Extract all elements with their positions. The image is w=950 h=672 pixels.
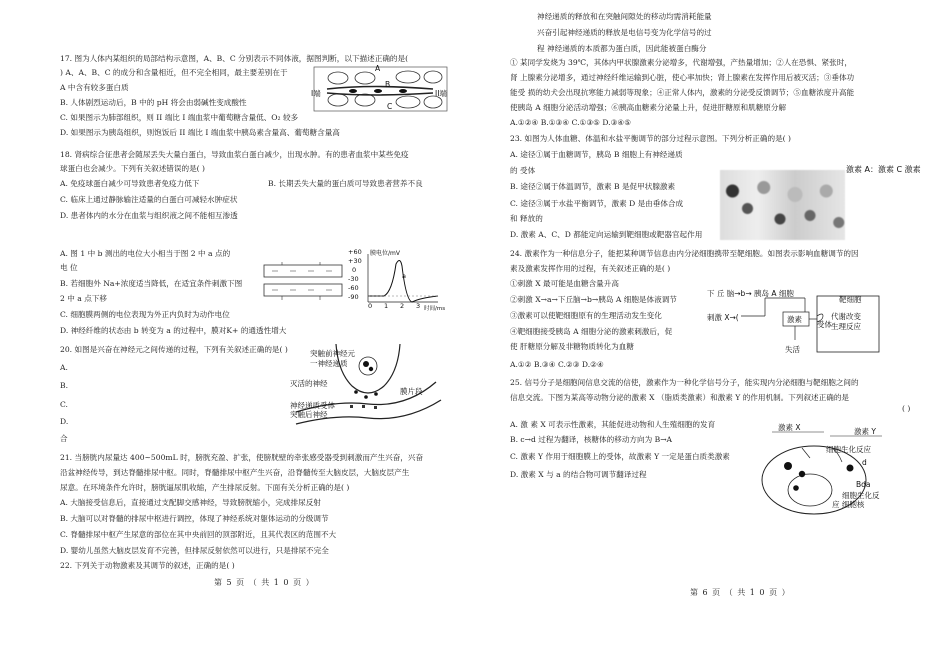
q19-option-b-2: 2 中 a 点下移 xyxy=(60,294,107,303)
top-line-4: ① 某同学发烧为 39℃，其体内甲状腺激素分泌增多，代谢增强，产热量增加；②人在恐惧、紧张时， xyxy=(510,58,852,67)
q21-option-d: D. 婴幼儿虽然大脑皮层发育不完善，但排尿反射依然可以进行，只是排尿不完全 xyxy=(60,546,329,555)
q23-option-c-2: 和 释放的 xyxy=(510,214,543,223)
q18-option-a: A. 免疫球蛋白减少可导致患者免疫力低下 xyxy=(60,179,200,188)
left-page-footer: 第 5 页 （ 共 1 0 页 ） xyxy=(214,578,315,587)
q23-option-c-1: C. 途径③属于水盐平衡调节，激素 D 是由垂体合成 xyxy=(510,199,684,208)
q19-tick-y-2: +30 xyxy=(348,257,362,265)
q20-label-postsynaptic: 突触后神经 xyxy=(290,410,328,419)
q17-stem-3: A 中含有较多蛋白质 xyxy=(60,83,129,92)
q20-option-b: B. xyxy=(60,381,68,390)
q19-option-a-1: A. 图 1 中 b 测出的电位大小相当于图 2 中 a 点的 xyxy=(60,249,231,258)
q24-label-receptor: 受体 xyxy=(817,320,832,329)
q21-option-a: A. 大脑接受信息后，直接通过支配脚交感神经，导致膀胱缩小，完成排尿反射 xyxy=(60,498,321,507)
q25-label-bda: Bda xyxy=(856,480,871,489)
q18-option-d: D. 患者体内的水分在血浆与组织液之间不能相互渗透 xyxy=(60,211,238,220)
q25-label-d: d xyxy=(862,458,867,467)
q19-option-c: C. 细胞膜两侧的电位表现为外正内负时为动作电位 xyxy=(60,310,230,319)
q18-option-c: C. 临床上通过静脉输注适量的白蛋白可减轻水肿症状 xyxy=(60,195,238,204)
q21-stem-1: 21. 当膀胱内尿量达 400~500mL 时，膀胱充盈、扩张，使膀胱壁的牵张感受器受到刺激而产生兴奋，兴奋 xyxy=(60,453,424,462)
top-options: A.①②④ B.①③④ C.①③⑤ D.③④⑤ xyxy=(510,118,632,127)
q19-tick-y-4: -30 xyxy=(348,275,359,283)
q19-tick-x-3: 2 xyxy=(400,302,405,310)
q17-label-end-2: II端 xyxy=(435,89,447,98)
q17-label-a: A xyxy=(375,64,381,73)
right-page-footer: 第 6 页 （ 共 1 0 页 ） xyxy=(690,588,791,597)
q25-hormone-figure xyxy=(752,418,892,518)
q19-tick-x-1: 0 xyxy=(368,302,373,310)
q19-tick-y-5: -60 xyxy=(348,284,359,292)
q20-option-d: D. xyxy=(60,417,69,426)
top-line-5: 肾 上腺素分泌增多，通过神经纤维运输到心脏，使心率加快；肾上腺素在发挥作用后被灭活；③垂体功 xyxy=(510,73,855,82)
q18-option-b: B. 长期丢失大量的蛋白质可导致患者营养不良 xyxy=(268,179,423,188)
q25-option-c: C. 激素 Y 作用于细胞膜上的受体，故激素 Y 一定是蛋白质类激素 xyxy=(510,452,730,461)
q17-stem-2: ) A、A、B、C 的成分和含量相近，但不完全相同，最主要差别在于 xyxy=(60,68,288,77)
q24-label-metabolism: 代谢改变 xyxy=(831,312,861,321)
q19-potential-chart xyxy=(340,248,446,312)
q24-statement-1: ①刺激 X 最可能是血糖含量升高 xyxy=(510,279,619,288)
top-line-3: 程 神经递质的本质都为蛋白质，因此能被蛋白酶分 xyxy=(537,44,707,53)
q19-nerve-figure-1 xyxy=(262,262,344,300)
q20-option-a: A. xyxy=(60,363,68,372)
q24-label-hormone: 激素 xyxy=(787,315,802,324)
top-line-2: 兴奋引起神经递质的释放是电信号变为化学信号的过 xyxy=(537,28,712,37)
q25-answer-paren: ( ) xyxy=(902,404,911,413)
q25-option-d: D. 激素 X 与 a 的结合物可调节翻译过程 xyxy=(510,470,647,479)
top-line-6: 能受 损的幼犬会出现抗寒能力减弱等现象；④正常人体内，激素的分泌受反馈调节；⑤血糖浓度升高能 xyxy=(510,88,855,97)
q17-option-c: C. 如果图示为肺部组织，则 II 端比 I 端血浆中葡萄糖含量低、O₂ 较多 xyxy=(60,113,299,122)
q19-option-b-1: B. 若细胞外 Na+浓度适当降低，在适宜条件刺激下图 xyxy=(60,279,243,288)
q21-option-c: C. 脊髓排尿中枢产生尿意的部位在其中央前回的顶部附近，且其代表区的范围不大 xyxy=(60,530,337,539)
q25-stem-2: 信息交流。下图为某高等动物分泌的激素 X （脂质类激素）和激素 Y 的作用机制。下列叙述正确的是 xyxy=(510,393,850,402)
q23-stem: 23. 如图为人体血糖、体温和水盐平衡调节的部分过程示意图。下列分析正确的是( ) xyxy=(510,134,792,143)
q24-regulation-figure xyxy=(705,286,885,358)
q23-option-a-2: 的 受体 xyxy=(510,166,536,175)
q20-stem: 20. 如图是兴奋在神经元之间传递的过程，下列有关叙述正确的是( ) xyxy=(60,345,288,354)
q25-label-hormone-x: 激素 X xyxy=(778,423,801,432)
q25-label-reaction: 细胞生化反应 xyxy=(826,445,871,454)
q19-point-a: a xyxy=(402,272,406,280)
q25-label-reaction-2: 细胞生化反 xyxy=(842,491,880,500)
q25-option-b: B. c→d 过程为翻译，核糖体的移动方向为 B→A xyxy=(510,435,673,444)
q17-tissue-figure xyxy=(313,66,448,112)
top-line-7: 使胰岛 A 细胞分泌活动增强；⑥胰高血糖素分泌量上升，促进肝糖原和肌糖原分解 xyxy=(510,103,787,112)
q23-option-d: D. 激素 A、C、D 都能定向运输到靶细胞或靶器官起作用 xyxy=(510,230,703,239)
q17-label-b: B xyxy=(385,80,391,89)
q18-stem-1: 18. 肾病综合征患者会随尿丢失大量白蛋白，导致血浆白蛋白减少，出现水肿。有的患者血浆中某些免疫 xyxy=(60,150,409,159)
q19-tick-y-1: +60 xyxy=(348,248,362,256)
q21-option-b: B. 大脑可以对脊髓的排尿中枢进行调控，体现了神经系统对躯体运动的分级调节 xyxy=(60,514,329,523)
q21-stem-3: 尿意。在环境条件允许时，膀胱逼尿肌收缩，产生排尿反射。下面有关分析正确的是( ) xyxy=(60,483,350,492)
q24-label-target-cell: 靶细胞 xyxy=(839,295,862,304)
q20-option-c: C. xyxy=(60,400,68,409)
q23-blurred-figure xyxy=(720,170,845,240)
q24-label-stimulus: 刺激 X→( xyxy=(707,313,739,322)
q23-option-a-1: A. 途径①属于血糖调节，胰岛 B 细胞上有神经递质 xyxy=(510,150,683,159)
q17-label-end-1: I端 xyxy=(311,89,321,98)
q20-label-inactivated: 灭活的神经 xyxy=(290,379,328,388)
q25-option-a: A. 激 素 X 可表示性激素，其能促进动物和人生殖细胞的发育 xyxy=(510,420,716,429)
q22-stem: 22. 下列关于动物激素及其调节的叙述，正确的是( ) xyxy=(60,561,235,570)
q21-stem-2: 沿盆神经传导，到达脊髓排尿中枢。同时，脊髓排尿中枢产生兴奋，沿脊髓传至大脑皮层，大脑皮层产生 xyxy=(60,468,410,477)
q20-tail: 合 xyxy=(60,434,68,443)
q17-stem-1: 17. 图为人体内某组织的局部结构示意图，A、B、C 分别表示不同体液，据图判断，以下描述正确的是( xyxy=(60,54,409,63)
q17-option-b: B. 人体剧烈运动后，B 中的 pH 将会由弱碱性变成酸性 xyxy=(60,98,247,107)
q24-label-hypothalamus: 下 丘 脑→b→ 胰岛 A 细胞 xyxy=(707,289,794,298)
q23-figure-label: 激素 A：激素 C 激素 xyxy=(846,165,921,174)
top-line-1: 神经递质的释放和在突触间隙处的移动均需消耗能量 xyxy=(537,12,712,21)
q19-tick-y-6: -90 xyxy=(348,293,359,301)
q25-label-hormone-y: 激素 Y xyxy=(854,427,876,436)
q24-statement-4-2: 使 肝糖原分解及非糖物质转化为血糖 xyxy=(510,342,634,351)
q24-statement-2: ②刺激 X→a→下丘脑→b→胰岛 A 细胞是体液调节 xyxy=(510,295,677,304)
q20-label-receptor: 神经递质受体 xyxy=(290,401,335,410)
q19-tick-y-3: 0 xyxy=(352,266,357,274)
q18-stem-2: 球蛋白也会减少。下列有关叙述错误的是( ) xyxy=(60,164,206,173)
q24-statement-3: ③激素可以使靶细胞原有的生理活动发生变化 xyxy=(510,311,662,320)
q24-label-response: 生理反应 xyxy=(831,322,861,331)
q25-stem-1: 25. 信号分子是细胞间信息交流的信使，激素作为一种化学信号分子，能实现内分泌细胞与靶细胞之间的 xyxy=(510,378,859,387)
q19-option-d: D. 神经纤维的状态由 b 转变为 a 的过程中，膜对K+ 的通透性增大 xyxy=(60,326,287,335)
q23-option-b: B. 途径②属于体温调节，激素 B 是促甲状腺激素 xyxy=(510,182,676,191)
q19-option-a-2: 电 位 xyxy=(60,263,78,272)
q19-tick-x-2: 1 xyxy=(384,302,389,310)
q24-statement-4-1: ④靶细胞接受胰岛 A 细胞分泌的激素刺激后，促 xyxy=(510,327,673,336)
q25-label-nucleus: 应 细胞核 xyxy=(832,500,865,509)
q17-option-d: D. 如果图示为胰岛组织，则饱饭后 II 端比 I 端血浆中胰岛素含量高、葡萄糖含量高 xyxy=(60,128,340,137)
q19-axis-y-label: 膜电位/mV xyxy=(370,250,400,257)
q20-label-membrane: 膜片段 xyxy=(400,387,423,396)
q24-options: A.①② B.③④ C.②③ D.②④ xyxy=(510,360,604,369)
q20-label-presynaptic: 突触前神经元 xyxy=(310,349,355,358)
q24-stem-1: 24. 激素作为一种信息分子，能把某种调节信息由内分泌细胞携带至靶细胞。如图表示影响血糖调节的因 xyxy=(510,249,859,258)
q19-tick-x-4: 3 xyxy=(416,302,421,310)
q17-label-c: C xyxy=(387,102,393,111)
q20-label-transmitter: 一神经递质 xyxy=(310,359,348,368)
q19-axis-x-label: 时间/ms xyxy=(424,306,446,312)
q24-stem-2: 素及激素发挥作用的过程，有关叙述正确的是( ) xyxy=(510,264,671,273)
q20-synapse-figure xyxy=(276,342,444,442)
q24-label-inactivated: 失活 xyxy=(785,345,800,354)
